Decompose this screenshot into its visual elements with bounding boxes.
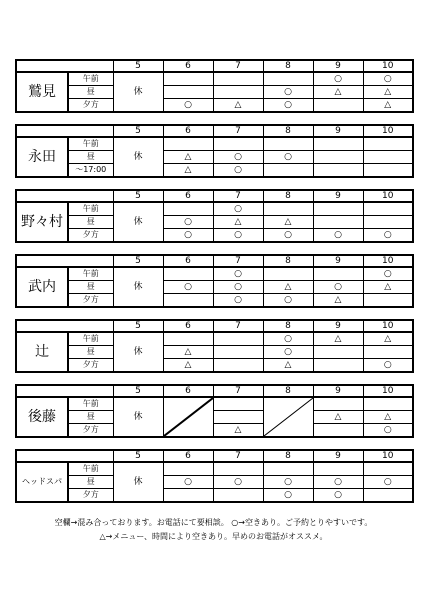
time-slot-label: 夕方 [68, 424, 113, 438]
day-header: 5 [113, 60, 163, 72]
availability-cell [313, 424, 363, 438]
availability-cell: ○ [213, 164, 263, 178]
availability-cell: ○ [313, 72, 363, 86]
availability-cell [213, 489, 263, 503]
availability-cell [163, 72, 213, 86]
time-slot-label: 昼 [68, 281, 113, 294]
schedule-table [15, 189, 414, 243]
availability-cell [263, 462, 313, 476]
availability-cell: △ [213, 424, 263, 438]
availability-cell: ○ [363, 267, 413, 281]
day-header: 9 [313, 60, 363, 72]
availability-cell [213, 137, 263, 151]
closed-day-label: 休 [113, 332, 163, 372]
availability-cell [363, 462, 413, 476]
header-blank-cell [16, 320, 113, 332]
availability-cell [363, 397, 413, 411]
availability-cell [163, 137, 213, 151]
availability-cell: △ [163, 346, 213, 359]
day-header: 10 [363, 450, 413, 462]
availability-cell: ○ [263, 229, 313, 243]
availability-cell: △ [363, 281, 413, 294]
availability-cell: ○ [213, 281, 263, 294]
day-header: 10 [363, 255, 413, 267]
legend-line-2: △→メニュー、時間により空きあり。早めのお電話がオススメ。 [99, 532, 328, 541]
day-header: 7 [213, 320, 263, 332]
time-slot-label: 夕方 [68, 294, 113, 308]
availability-cell: △ [263, 216, 313, 229]
availability-cell: △ [313, 294, 363, 308]
day-header: 7 [213, 60, 263, 72]
day-header: 8 [263, 450, 313, 462]
day-header: 5 [113, 190, 163, 202]
availability-cell: ○ [163, 476, 213, 489]
availability-cell: △ [163, 151, 213, 164]
day-header: 7 [213, 385, 263, 397]
header-blank-cell [16, 60, 113, 72]
unavailable-cell [263, 397, 313, 437]
availability-cell [213, 86, 263, 99]
schedule-table [15, 59, 414, 113]
availability-cell: ○ [263, 86, 313, 99]
stylist-name: 武内 [16, 267, 68, 307]
day-header: 7 [213, 190, 263, 202]
availability-cell: ○ [263, 489, 313, 503]
day-header: 9 [313, 190, 363, 202]
stylist-name: 野々村 [16, 202, 68, 242]
availability-cell [263, 164, 313, 178]
time-slot-label: 昼 [68, 86, 113, 99]
availability-cell: ○ [363, 229, 413, 243]
time-slot-label: 夕方 [68, 229, 113, 243]
stylist-name: 永田 [16, 137, 68, 177]
availability-cell [313, 137, 363, 151]
availability-cell: ○ [213, 229, 263, 243]
header-blank-cell [16, 255, 113, 267]
availability-cell: △ [363, 411, 413, 424]
availability-cell: ○ [313, 476, 363, 489]
day-header: 9 [313, 385, 363, 397]
availability-cell [363, 216, 413, 229]
availability-cell [163, 202, 213, 216]
day-header: 9 [313, 320, 363, 332]
availability-cell [213, 411, 263, 424]
day-header: 8 [263, 125, 313, 137]
closed-day-label: 休 [113, 202, 163, 242]
header-blank-cell [16, 450, 113, 462]
time-slot-label: 夕方 [68, 99, 113, 113]
availability-cell: ○ [263, 476, 313, 489]
closed-day-label: 休 [113, 137, 163, 177]
availability-cell [313, 216, 363, 229]
time-slot-label: 昼 [68, 476, 113, 489]
availability-cell: △ [363, 99, 413, 113]
availability-cell: △ [313, 332, 363, 346]
time-slot-label: 昼 [68, 346, 113, 359]
availability-cell: ○ [263, 332, 313, 346]
availability-cell [363, 164, 413, 178]
availability-cell [213, 359, 263, 373]
time-slot-label: 昼 [68, 151, 113, 164]
availability-cell [313, 164, 363, 178]
time-slot-label: 午前 [68, 202, 113, 216]
availability-cell: ○ [313, 281, 363, 294]
availability-cell: ○ [263, 346, 313, 359]
day-header: 10 [363, 125, 413, 137]
day-header: 6 [163, 60, 213, 72]
time-slot-label: 昼 [68, 411, 113, 424]
availability-cell [313, 359, 363, 373]
availability-cell [313, 202, 363, 216]
unavailable-cell [163, 397, 213, 437]
day-header: 8 [263, 60, 313, 72]
availability-cell: △ [363, 86, 413, 99]
availability-cell [263, 72, 313, 86]
time-slot-label: 午前 [68, 462, 113, 476]
time-slot-label: 午前 [68, 72, 113, 86]
time-slot-label: 午前 [68, 137, 113, 151]
availability-cell [313, 397, 363, 411]
header-blank-cell [16, 385, 113, 397]
availability-cell [313, 346, 363, 359]
day-header: 5 [113, 255, 163, 267]
time-slot-label: 夕方 [68, 489, 113, 503]
day-header: 10 [363, 385, 413, 397]
time-slot-label: ～17:00 [68, 164, 113, 178]
availability-cell [363, 346, 413, 359]
day-header: 8 [263, 190, 313, 202]
schedule-table [15, 449, 414, 503]
availability-cell [363, 151, 413, 164]
availability-cell [163, 332, 213, 346]
availability-cell: ○ [163, 216, 213, 229]
availability-cell [313, 267, 363, 281]
availability-cell: △ [313, 86, 363, 99]
stylist-name: 辻 [16, 332, 68, 372]
availability-cell: ○ [363, 476, 413, 489]
day-header: 8 [263, 385, 313, 397]
time-slot-label: 昼 [68, 216, 113, 229]
availability-cell: ○ [213, 267, 263, 281]
time-slot-label: 午前 [68, 332, 113, 346]
availability-cell [163, 489, 213, 503]
day-header: 6 [163, 125, 213, 137]
day-header: 6 [163, 385, 213, 397]
availability-cell: ○ [363, 424, 413, 438]
closed-day-label: 休 [113, 72, 163, 112]
availability-cell: ○ [213, 202, 263, 216]
day-header: 5 [113, 450, 163, 462]
availability-cell [263, 137, 313, 151]
availability-cell: △ [213, 216, 263, 229]
availability-cell [213, 72, 263, 86]
availability-cell: ○ [163, 99, 213, 113]
day-header: 9 [313, 450, 363, 462]
availability-cell: △ [263, 281, 313, 294]
day-header: 7 [213, 450, 263, 462]
availability-cell: ○ [363, 72, 413, 86]
availability-cell [163, 86, 213, 99]
day-header: 6 [163, 255, 213, 267]
availability-cell [163, 294, 213, 308]
day-header: 6 [163, 450, 213, 462]
day-header: 10 [363, 60, 413, 72]
availability-cell: ○ [213, 476, 263, 489]
availability-cell: △ [163, 164, 213, 178]
availability-cell [263, 267, 313, 281]
availability-cell [363, 489, 413, 503]
schedule-table [15, 384, 414, 438]
time-slot-label: 午前 [68, 397, 113, 411]
availability-cell [213, 462, 263, 476]
day-header: 10 [363, 320, 413, 332]
availability-cell [313, 151, 363, 164]
availability-cell [313, 462, 363, 476]
availability-cell: △ [363, 332, 413, 346]
availability-cell: ○ [213, 294, 263, 308]
availability-cell [213, 346, 263, 359]
day-header: 6 [163, 320, 213, 332]
schedule-table [15, 254, 414, 308]
availability-cell: ○ [263, 99, 313, 113]
availability-cell: ○ [313, 489, 363, 503]
closed-day-label: 休 [113, 267, 163, 307]
day-header: 9 [313, 255, 363, 267]
availability-cell [263, 202, 313, 216]
availability-cell: △ [163, 359, 213, 373]
stylist-name: 鷲見 [16, 72, 68, 112]
day-header: 7 [213, 125, 263, 137]
availability-cell: ○ [263, 294, 313, 308]
availability-cell [313, 99, 363, 113]
day-header: 5 [113, 320, 163, 332]
day-header: 10 [363, 190, 413, 202]
time-slot-label: 夕方 [68, 359, 113, 373]
availability-cell: △ [313, 411, 363, 424]
day-header: 6 [163, 190, 213, 202]
availability-cell: △ [263, 359, 313, 373]
availability-cell [213, 397, 263, 411]
header-blank-cell [16, 125, 113, 137]
schedule-table [15, 319, 414, 373]
time-slot-label: 午前 [68, 267, 113, 281]
day-header: 8 [263, 255, 313, 267]
stylist-name: ヘッドスパ [16, 462, 68, 502]
availability-cell: ○ [163, 229, 213, 243]
availability-cell: ○ [313, 229, 363, 243]
availability-cell [163, 462, 213, 476]
day-header: 8 [263, 320, 313, 332]
availability-cell: ○ [213, 151, 263, 164]
availability-cell: ○ [163, 281, 213, 294]
availability-cell: △ [213, 99, 263, 113]
closed-day-label: 休 [113, 397, 163, 437]
availability-cell [363, 202, 413, 216]
stylist-name: 後藤 [16, 397, 68, 437]
legend-line-1: 空欄→混み合っております。お電話にて要相談。 ○→空きあり。ご予約とりやすいです。 [54, 518, 373, 527]
header-blank-cell [16, 190, 113, 202]
availability-cell [363, 294, 413, 308]
availability-cell [213, 332, 263, 346]
day-header: 5 [113, 125, 163, 137]
day-header: 5 [113, 385, 163, 397]
availability-cell [363, 137, 413, 151]
availability-cell [163, 267, 213, 281]
day-header: 9 [313, 125, 363, 137]
schedule-table [15, 124, 414, 178]
closed-day-label: 休 [113, 462, 163, 502]
availability-cell: ○ [363, 359, 413, 373]
day-header: 7 [213, 255, 263, 267]
availability-cell: ○ [263, 151, 313, 164]
